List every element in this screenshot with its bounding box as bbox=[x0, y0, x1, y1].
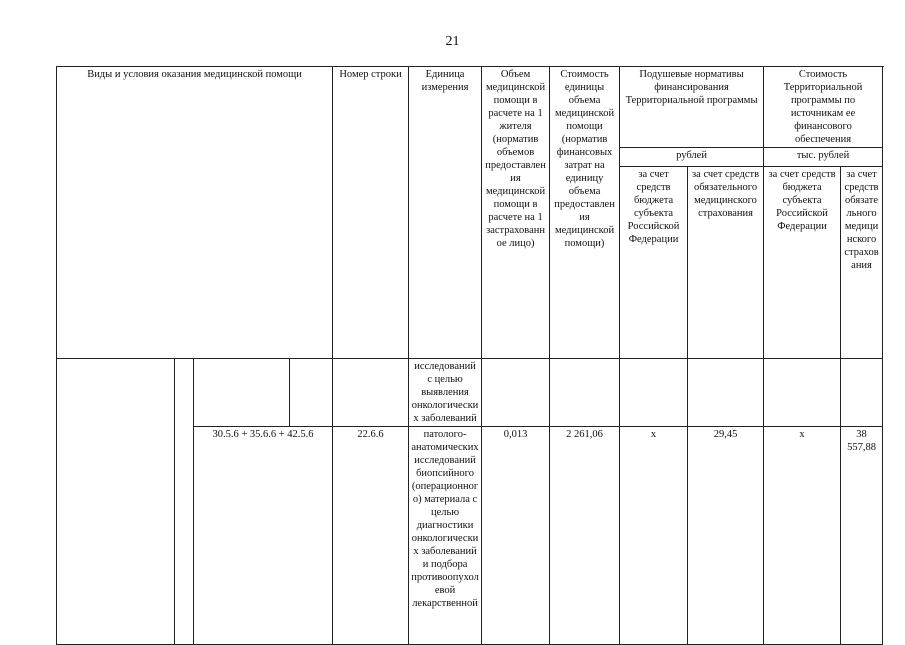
financing-table bbox=[56, 66, 883, 645]
table-row bbox=[57, 359, 883, 427]
header-volume: Объем медицинской помощи в расчете на 1 жителя (норматив объемов предоставления медицинской помощи в расчете на 1 застрахованное лицо) bbox=[482, 67, 550, 359]
table-cell-empty bbox=[57, 359, 175, 645]
header-cost: Стоимость единицы объема медицинской помощи (норматив финансовых затрат на единицу объема предоставления медицинской помощи) bbox=[550, 67, 620, 359]
table-cell-cost-budget: х bbox=[764, 427, 841, 645]
table-cell-pc-oms: 29,45 bbox=[688, 427, 764, 645]
header-per-capita-oms: за счет средств обязательного медицинского страхования bbox=[688, 167, 764, 359]
table-cell-empty bbox=[175, 359, 194, 645]
table-cell-volume bbox=[482, 359, 550, 427]
page-number: 21 bbox=[445, 34, 460, 49]
table-cell-row-number: 22.6.6 bbox=[333, 427, 409, 645]
table-cell-pc-oms bbox=[688, 359, 764, 427]
table-cell-unit: исследований с целью выявления онкологических заболеваний bbox=[409, 359, 482, 427]
table-cell-code bbox=[194, 359, 290, 427]
table-cell-cost bbox=[550, 359, 620, 427]
header-cost-oms: за счет средств обязательного медицинского страхования bbox=[841, 167, 883, 359]
header-types-of-care: Виды и условия оказания медицинской помощи bbox=[57, 67, 333, 359]
table-cell-volume: 0,013 bbox=[482, 427, 550, 645]
header-row-1 bbox=[57, 67, 883, 148]
header-program-cost-group: Стоимость Территориальной программы по источникам ее финансового обеспечения bbox=[764, 67, 883, 148]
table-cell-code: 30.5.6 + 35.6.6 + 42.5.6 bbox=[194, 427, 333, 645]
header-per-capita-budget: за счет средств бюджета субъекта Российской Федерации bbox=[620, 167, 688, 359]
table-cell-empty bbox=[290, 359, 333, 427]
table-cell-unit: патолого-анатомических исследований биопсийного (операционного) материала с целью диагностики онкологических заболеваний и подбора противоопухолевой лекарственной bbox=[409, 427, 482, 645]
table-cell-row-number bbox=[333, 359, 409, 427]
header-per-capita-unit: рублей bbox=[620, 148, 764, 167]
header-row-number: Номер строки bbox=[333, 67, 409, 359]
header-cost-budget: за счет средств бюджета субъекта Российской Федерации bbox=[764, 167, 841, 359]
header-program-cost-unit: тыс. рублей bbox=[764, 148, 883, 167]
table-cell-cost-oms bbox=[841, 359, 883, 427]
table-cell-cost: 2 261,06 bbox=[550, 427, 620, 645]
header-per-capita-group: Подушевые нормативы финансирования Территориальной программы bbox=[620, 67, 764, 148]
table-cell-cost-oms: 38 557,88 bbox=[841, 427, 883, 645]
table-cell-pc-budget bbox=[620, 359, 688, 427]
header-unit: Единица измерения bbox=[409, 67, 482, 359]
table-cell-pc-budget: х bbox=[620, 427, 688, 645]
table-cell-cost-budget bbox=[764, 359, 841, 427]
